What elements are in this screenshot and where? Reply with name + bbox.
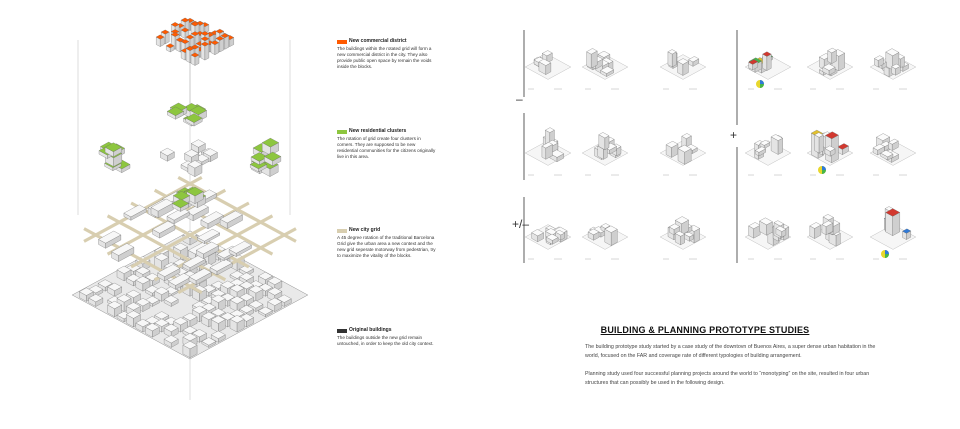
residential-clusters-layer (99, 103, 281, 212)
block-face (819, 135, 823, 153)
prototype-mass (666, 141, 678, 157)
residential-swatch (337, 130, 347, 134)
block-face (186, 49, 190, 63)
grid-swatch (337, 229, 347, 233)
prototype-mass (886, 209, 900, 236)
block-face (893, 212, 900, 235)
prototype-mass (763, 52, 772, 71)
pie-segment (822, 166, 826, 170)
prototype-cell (807, 214, 853, 259)
prototype-mass (605, 226, 618, 246)
prototype-cell (525, 128, 571, 175)
block-face (225, 36, 229, 50)
prototype-cell (745, 134, 791, 175)
prototype-cell (582, 132, 628, 175)
column-sign-plus: + (730, 128, 738, 142)
original-swatch (337, 329, 347, 333)
exploded-axonometric-diagram (0, 0, 330, 429)
legend-title: New commercial district (349, 38, 407, 44)
block-face (672, 52, 676, 67)
prototype-mass (587, 48, 598, 68)
study-title: BUILDING & PLANNING PROTOTYPE STUDIES (600, 325, 810, 335)
prototype-cell (870, 49, 916, 89)
prototype-cell (582, 48, 628, 89)
block-face (763, 54, 767, 71)
prototype-cell (807, 48, 853, 89)
prototype-cell (582, 223, 628, 259)
grid-building (220, 211, 242, 229)
pie-segment (885, 254, 889, 258)
prototype-cell (807, 130, 853, 175)
grid-building (124, 205, 146, 221)
prototype-cells (525, 48, 916, 259)
prototype-matrix (510, 25, 930, 270)
row-sign-minus: – (516, 92, 523, 106)
prototype-mass (599, 132, 609, 149)
grid-building (197, 229, 219, 244)
prototype-cell (525, 225, 571, 259)
prototype-mass (668, 50, 676, 67)
legend-title: New residential clusters (349, 128, 407, 134)
block-face (220, 38, 224, 52)
block-face (767, 54, 771, 71)
pie-glyph (756, 80, 764, 88)
block-face (668, 52, 672, 67)
prototype-cell (660, 133, 706, 175)
prototype-cell (870, 134, 916, 176)
pie-segment (822, 170, 826, 174)
commercial-block (201, 42, 209, 60)
prototype-mass (678, 59, 689, 76)
block-face (542, 146, 546, 159)
prototype-mass (678, 145, 691, 164)
commercial-swatch (337, 40, 347, 44)
row-sign-plus-minus: +/– (512, 217, 530, 231)
legend-text: The buildings within the rotated grid will form a new commercial district in the city. They also provide public open space by remain the voids inside the blocks. (337, 46, 432, 69)
study-paragraph: Planning study used four successful planning projects around the world to “monotyping” on the site, resulted in four urban structures that can possibly be used in the following design. (585, 371, 870, 386)
commercial-block (156, 35, 164, 47)
prototype-mass (828, 48, 837, 64)
block-face (886, 213, 893, 236)
prototype-mass (903, 229, 911, 240)
pie-segment (885, 250, 889, 254)
prototype-cell (660, 50, 706, 90)
prototype-mass (771, 134, 783, 154)
legend-text: The rotation of grid create four clusters in corners. They are supposed to be new residential communities for the citizens originally live in this area. (337, 136, 436, 159)
commercial-block (211, 41, 219, 55)
prototype-mass (810, 222, 821, 238)
block-face (778, 138, 783, 154)
commercial-district-layer (156, 18, 234, 66)
pie-glyph (818, 166, 826, 174)
block-face (205, 44, 209, 60)
commercial-block (191, 53, 199, 66)
pie-segment (760, 80, 764, 84)
block-face (815, 135, 820, 153)
prototype-cell (870, 207, 916, 260)
block-face (201, 44, 205, 60)
prototype-mass (675, 231, 685, 245)
existing-block (160, 148, 174, 161)
prototype-cell (745, 52, 791, 89)
prototype-mass (815, 133, 824, 154)
prototype-cell (525, 51, 571, 90)
legend-text: The buildings outside the new grid remain untouched, in order to keep the old city context. (337, 335, 434, 346)
block-face (587, 52, 592, 68)
legend-title: New city grid (349, 227, 381, 233)
pie-segment (760, 84, 764, 88)
prototype-cell (745, 218, 791, 259)
grid-building (153, 221, 175, 238)
prototype-cell (660, 217, 706, 260)
study-paragraph: The building prototype study started by a case study of the downtovn of Buenos Aires, a super dense urban habitation in the world, focused on the FAR and coverage rate of different typologies of building arrangement. (585, 344, 876, 359)
legend-text: A 45 degree rotation of the traditional Barcelona Grid give the urban area a new context and the new grid seperate motorway from pedestrian, try to maximize the vitality of the blocks. (337, 235, 436, 258)
legend-title: Original buildings (349, 327, 392, 333)
pie-glyph (881, 250, 889, 258)
